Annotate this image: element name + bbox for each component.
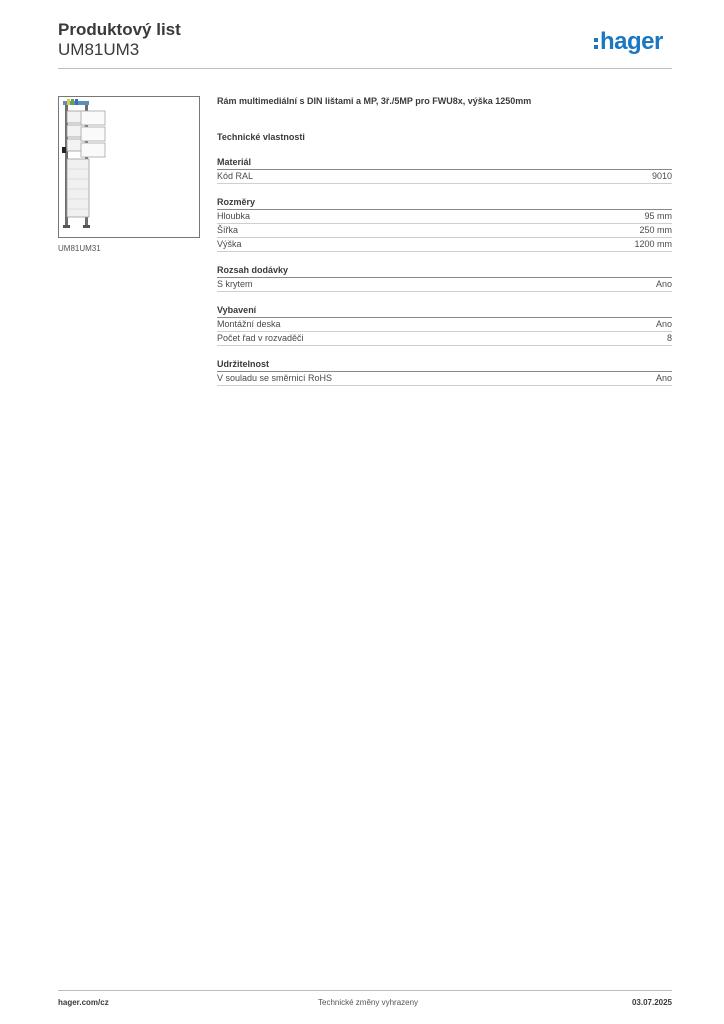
spec-label: Šířka [217, 225, 239, 235]
spec-value: 8 [666, 333, 672, 343]
hager-logo [594, 27, 663, 57]
section-title: Vybavení [217, 304, 672, 318]
logo-text: hager [600, 28, 663, 55]
spec-row [217, 224, 672, 238]
spec-value: Ano [655, 373, 672, 383]
spec-section [217, 358, 672, 386]
spec-row [217, 278, 672, 292]
spec-value: 9010 [651, 171, 672, 181]
section-title: Materiál [217, 156, 672, 170]
spec-label: Kód RAL [217, 171, 254, 181]
spec-row [217, 332, 672, 346]
spec-row [217, 170, 672, 184]
spec-row [217, 238, 672, 252]
spec-content [217, 94, 672, 386]
logo-dots-icon [594, 38, 598, 49]
header-divider [58, 68, 672, 69]
spec-label: Výška [217, 239, 242, 249]
product-illustration-icon [59, 97, 199, 237]
spec-label: Hloubka [217, 211, 251, 221]
spec-section [217, 304, 672, 346]
spec-sections [217, 156, 672, 386]
spec-section [217, 196, 672, 252]
spec-row [217, 372, 672, 386]
spec-label: V souladu se směrnicí RoHS [217, 373, 333, 383]
spec-value: 95 mm [644, 211, 672, 221]
spec-label: Počet řad v rozvaděči [217, 333, 304, 343]
spec-value: Ano [655, 319, 672, 329]
image-caption: UM81UM31 [58, 244, 101, 253]
page-title: Produktový list [58, 20, 181, 39]
product-code: UM81UM3 [58, 40, 140, 59]
spec-label: Montážní deska [217, 319, 281, 329]
tech-properties-heading: Technické vlastnosti [217, 132, 305, 142]
section-title: Rozsah dodávky [217, 264, 672, 278]
spec-value: Ano [655, 279, 672, 289]
section-title: Udržitelnost [217, 358, 672, 372]
spec-section [217, 264, 672, 292]
footer-website: hager.com/cz [58, 998, 109, 1007]
footer-notice: Technické změny vyhrazeny [318, 998, 419, 1007]
spec-section [217, 156, 672, 184]
spec-value: 250 mm [639, 225, 672, 235]
spec-label: S krytem [217, 279, 253, 289]
footer-date: 03.07.2025 [631, 998, 672, 1007]
product-description: Rám multimediální s DIN lištami a MP, 3ř./5MP pro FWU8x, výška 1250mm [217, 96, 532, 106]
product-image [58, 96, 200, 238]
footer-divider [58, 990, 672, 991]
spec-row [217, 318, 672, 332]
section-title: Rozměry [217, 196, 672, 210]
spec-value: 1200 mm [634, 239, 672, 249]
spec-row [217, 210, 672, 224]
